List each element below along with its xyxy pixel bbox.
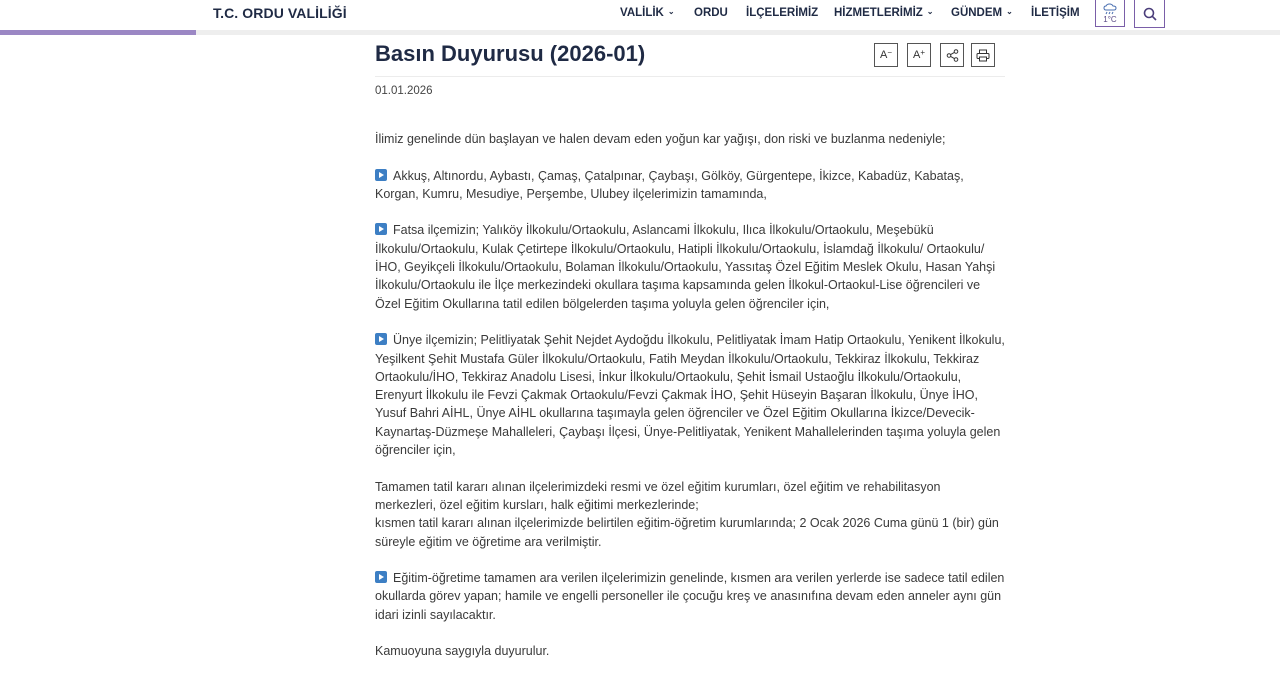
article-paragraph: [375, 569, 1005, 624]
share-button[interactable]: [940, 43, 964, 67]
play-arrow-icon: [375, 169, 387, 181]
top-navbar: [0, 0, 1280, 30]
publish-date: 01.01.2026: [375, 85, 433, 97]
article-paragraph: [375, 167, 1005, 204]
paragraph-text: Tamamen tatil kararı alınan ilçelerimizdeki resmi ve özel eğitim kurumları, özel eğitim ve rehabilitasyon merkezleri, özel eğitim kursları, halk eğitimi merkezlerinde;: [375, 479, 941, 512]
print-button[interactable]: [971, 43, 995, 67]
title-divider: [375, 76, 1005, 77]
article-paragraph: [375, 221, 1005, 312]
nav-item-hizmetlerimiz[interactable]: HİZMETLERİMİZ ⌄: [834, 7, 934, 19]
play-arrow-icon: [375, 333, 387, 345]
reading-progress-bar: [0, 30, 196, 35]
paragraph-text: Kamuoyuna saygıyla duyurulur.: [375, 644, 550, 659]
decrease-font-button[interactable]: A −: [874, 43, 898, 67]
nav-item-valilik[interactable]: VALİLİK ⌄: [620, 7, 675, 19]
paragraph-text: kısmen tatil kararı alınan ilçelerimizde belirtilen eğitim-öğretim kurumlarında; 2 Ocak 2026 Cuma günü 1 (bir) gün süreyle eğitim ve öğretime ara verilmiştir.: [375, 516, 999, 549]
article-paragraph: [375, 130, 1005, 148]
paragraph-text: Ünye ilçemizin; Pelitliyatak Şehit Nejdet Aydoğdu İlkokulu, Pelitliyatak İmam Hatip Ortaokulu, Yenikent İlkokulu, Yeşilkent Şehit Mustafa Güler İlkokulu/Ortaokulu, Fatih Meydan İlkokulu/Ortaokulu, Tekkiraz İlkokulu, Tekkiraz Ortaokulu/İHO, Tekkiraz Anadolu Lisesi, İnkur İlkokulu/Ortaokulu, Şehit İsmail Ustaoğlu İlkokulu/Ortaokulu, Erenyurt İlkokulu ile Fevzi Çakmak Ortaokulu/Fevzi Çakmak İHO, Şehit Hüseyin Başaran İlkokulu, Ünye İHO, Yusuf Bahri AİHL, Ünye AİHL okullarına taşımayla gelen öğrenciler ve Özel Eğitim Okullarına İkizce/Devecik-Kaynartaş-Düzmeşe Mahalleleri, Çaybaşı İlçesi, Ünye-Pelitliyatak, Yenikent Mahallelerinden taşıma yoluyla gelen öğrenciler için,: [375, 333, 1005, 458]
paragraph-text: Fatsa ilçemizin; Yalıköy İlkokulu/Ortaokulu, Aslancami İlkokulu, Ilıca İlkokulu/Ortaokulu, Meşebükü İlkokulu/Ortaokulu, Kulak Çetirtepe İlkokulu/Ortaokulu, Hatipli İlkokulu/Ortaokulu, İslamdağ İlkokulu/ Ortaokulu/İHO, Geyikçeli İlkokulu/Ortaokulu, Bolaman İlkokulu/Ortaokulu, Yassıtaş Özel Eğitim Meslek Okulu, Hasan Yahşi İlkokulu/Ortaokulu ile İlçe merkezindeki okullara taşıma kapsamında gelen İlkokul-Ortaokul-Lise öğrencileri ve Özel Eğitim Okullarına tatil edilen bölgelerden taşıma yoluyla gelen öğrenciler için,: [375, 223, 996, 311]
nav-item-ilcelerimiz[interactable]: İLÇELERİMİZ: [746, 7, 819, 19]
search-button[interactable]: [1134, 0, 1165, 28]
nav-item-gundem[interactable]: GÜNDEM ⌄: [951, 7, 1013, 19]
chevron-down-icon: ⌄: [1006, 7, 1013, 16]
nav-item-ordu[interactable]: ORDU: [694, 7, 728, 19]
paragraph-text: Akkuş, Altınordu, Aybastı, Çamaş, Çatalpınar, Çaybaşı, Gölköy, Gürgentepe, İkizce, Kabadüz, Kabataş, Korgan, Kumru, Mesudiye, Perşembe, Ulubey ilçelerimizin tamamında,: [375, 168, 964, 201]
weather-widget[interactable]: [1095, 0, 1125, 27]
site-brand[interactable]: T.C. ORDU VALİLİĞİ: [213, 5, 347, 21]
play-arrow-icon: [375, 571, 387, 583]
article-paragraph: [375, 331, 1005, 459]
article-body: [375, 130, 1005, 679]
search-icon: [1143, 7, 1157, 21]
chevron-down-icon: ⌄: [667, 7, 675, 16]
increase-font-button[interactable]: A +: [907, 43, 931, 67]
page-title: Basın Duyurusu (2026-01): [375, 41, 646, 66]
share-icon: [946, 49, 959, 62]
play-arrow-icon: [375, 223, 387, 235]
printer-icon: [976, 49, 990, 62]
chevron-down-icon: ⌄: [926, 7, 934, 16]
paragraph-text: Eğitim-öğretime tamamen ara verilen ilçelerimizin genelinde, kısmen ara verilen yerlerde ise sadece tatil edilen okullarda görev yapan; hamile ve engelli personeller ile çocuğu kreş ve anasınıfına devam eden anneler aynı gün idari izinli sayılacaktır.: [375, 571, 1005, 622]
paragraph-text: İlimiz genelinde dün başlayan ve halen devam eden yoğun kar yağışı, don riski ve buzlanma nedeniyle;: [375, 132, 946, 146]
cloud-rain-icon: [1103, 3, 1117, 15]
article-paragraph: [375, 642, 1005, 660]
nav-item-iletisim[interactable]: İLETİŞİM: [1031, 7, 1080, 19]
weather-temp: 1°C: [1103, 15, 1117, 24]
article-paragraph: [375, 478, 1005, 551]
